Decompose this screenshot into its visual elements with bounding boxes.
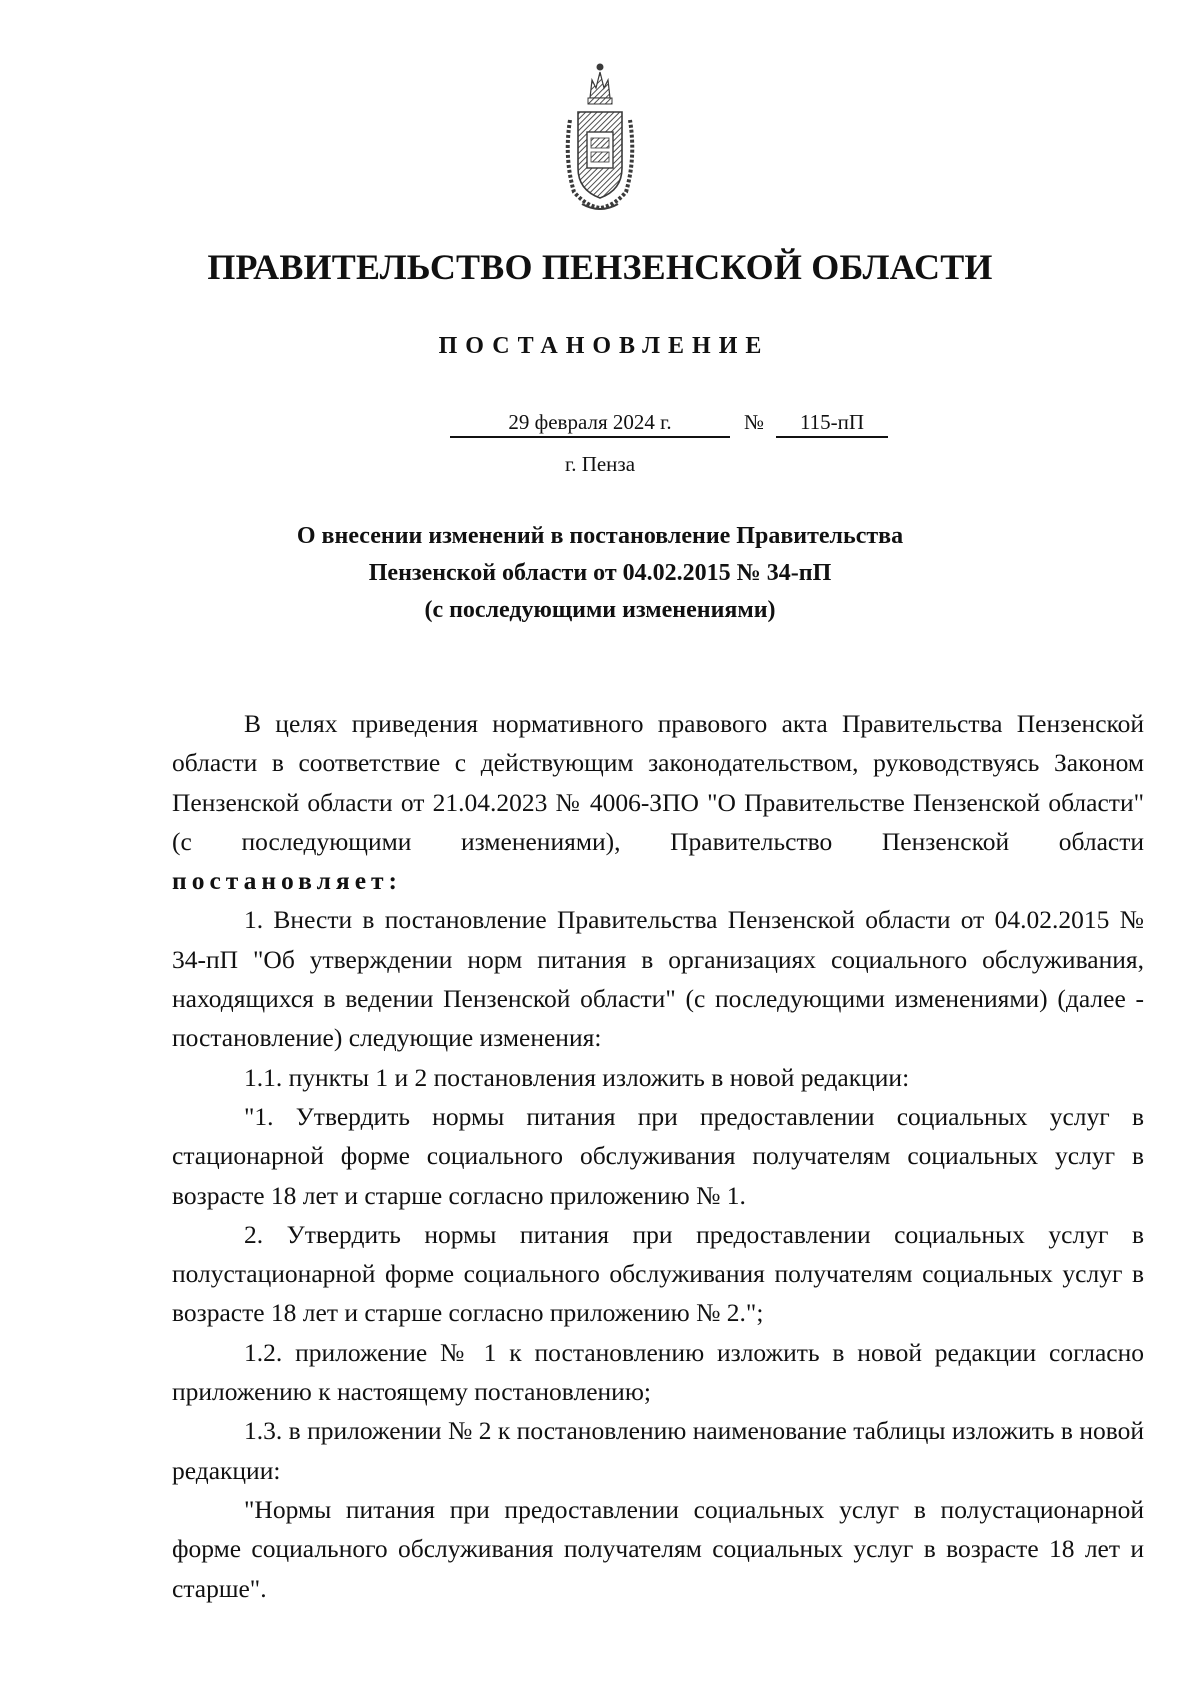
document-number: 115-пП: [776, 410, 888, 438]
preamble-paragraph: [172, 704, 1144, 900]
government-title: ПРАВИТЕЛЬСТВО ПЕНЗЕНСКОЙ ОБЛАСТИ: [207, 247, 993, 287]
document-type-heading: ПОСТАНОВЛЕНИЕ: [438, 333, 770, 359]
resolves-keyword: постановляет:: [172, 866, 403, 896]
document-date: 29 февраля 2024 г.: [450, 410, 730, 438]
paragraph-1-3: 1.3. в приложении № 2 к постановлению наименование таблицы изложить в новой редакции:: [172, 1416, 1144, 1485]
subject-line-3: (с последующими изменениями): [424, 597, 776, 623]
date-number-line: [450, 410, 890, 440]
subject-line-1: О внесении изменений в постановление Правительства: [296, 523, 904, 549]
quoted-table-title: "Нормы питания при предоставлении социальных услуг в полустационарной форме социального обслуживания получателям социальных услуг в возрасте 18 лет и старше".: [172, 1494, 1144, 1603]
quoted-item-1: "1. Утвердить нормы питания при предоставлении социальных услуг в стационарной форме социального обслуживания получателям социальных услуг в возрасте 18 лет и старше согласно приложению № 1.: [172, 1101, 1144, 1210]
document-body: [172, 704, 1144, 1608]
document-subject: [0, 518, 1200, 629]
paragraph-1: 1. Внести в постановление Правительства Пензенской области от 04.02.2015 № 34-пП "Об утверждении норм питания в организациях социального обслуживания, находящихся в ведении Пензенской области" (с последующими изменениями) (далее - постановление) следующие изменения:: [172, 905, 1144, 1053]
number-sign: №: [744, 410, 765, 434]
quoted-item-2: 2. Утвердить нормы питания при предоставлении социальных услуг в полустационарной форме социального обслуживания получателям социальных услуг в возрасте 18 лет и старше согласно приложению № 2.";: [172, 1219, 1144, 1328]
city-label: г. Пенза: [564, 452, 636, 476]
coat-of-arms-icon: [560, 58, 640, 218]
subject-line-2: Пензенской области от 04.02.2015 № 34-пП: [368, 560, 832, 586]
preamble-text: В целях приведения нормативного правового акта Правительства Пензенской области в соответствие с действующим законодательством, руководствуясь Законом Пензенской области от 21.04.2023 № 4006-ЗПО "О Правительстве Пензенской области" (с последующими изменениями), Правительство Пензенской области: [172, 709, 1144, 856]
paragraph-1-1: 1.1. пункты 1 и 2 постановления изложить в новой редакции:: [244, 1062, 910, 1092]
paragraph-1-2: 1.2. приложение № 1 к постановлению изложить в новой редакции согласно приложению к настоящему постановлению;: [172, 1337, 1144, 1407]
